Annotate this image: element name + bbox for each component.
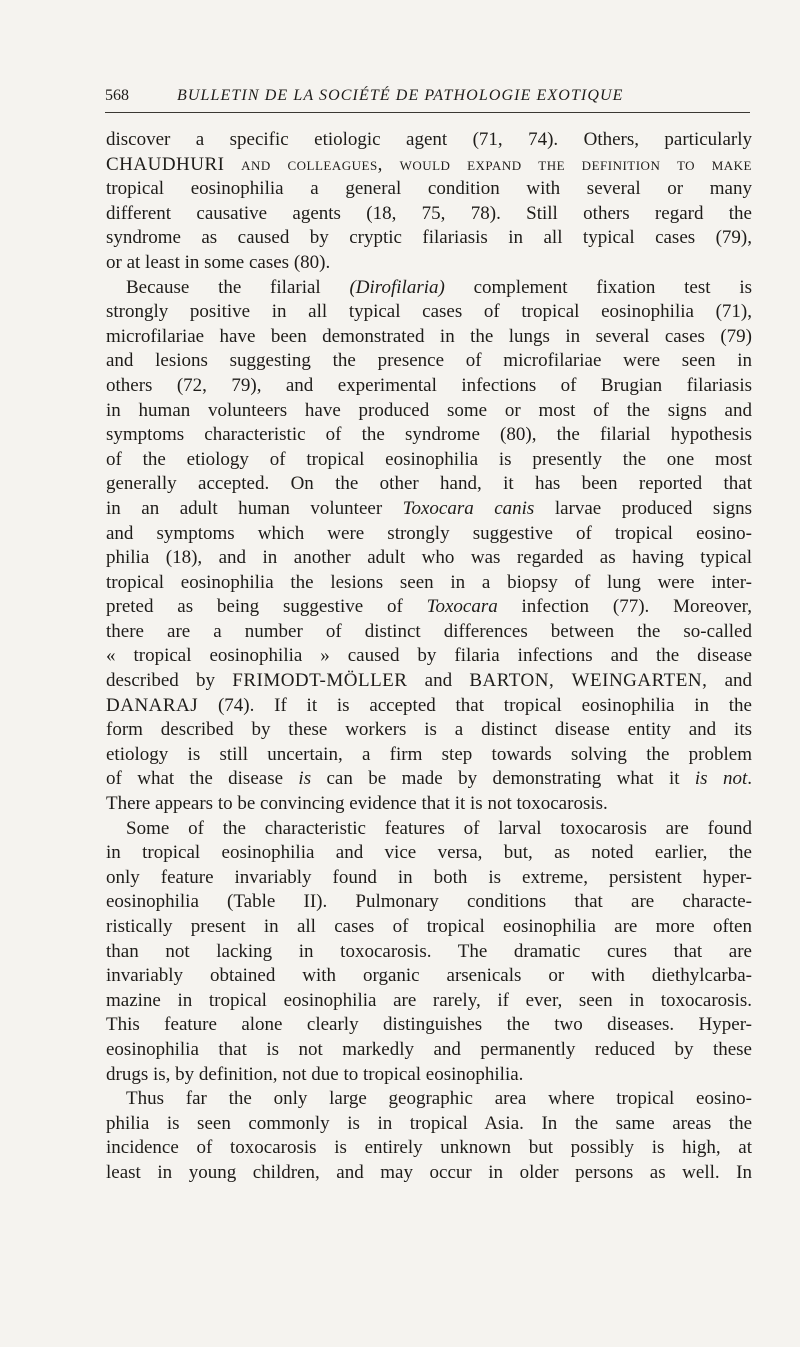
text-line: tropical eosinophilia a general condition with several or many — [106, 178, 752, 200]
text-line: strongly positive in all typical cases of tropical eosinophilia (71), — [106, 301, 752, 323]
text-line: least in young children, and may occur in older persons as well. In — [106, 1161, 752, 1183]
text-line: Thus far the only large geographic area where tropical eosino- — [126, 1088, 752, 1110]
text-line: etiology is still uncertain, a firm step towards solving the problem — [106, 743, 752, 765]
text-line: Some of the characteristic features of larval toxocarosis are found — [126, 817, 752, 839]
text-line: described by FRIMODT-MÖLLER and BARTON, WEINGARTEN, and — [106, 670, 752, 692]
text-line: preted as being suggestive of Toxocara infection (77). Moreover, — [106, 596, 752, 618]
text-line: philia is seen commonly is in tropical Asia. In the same areas the — [106, 1112, 752, 1134]
text-line: generally accepted. On the other hand, it has been reported that — [106, 473, 752, 495]
text-line: incidence of toxocarosis is entirely unknown but possibly is high, at — [106, 1137, 752, 1159]
text-line: or at least in some cases (80). — [106, 251, 331, 273]
text-line: different causative agents (18, 75, 78). Still others regard the — [106, 202, 752, 224]
text-line: syndrome as caused by cryptic filariasis in all typical cases (79), — [106, 227, 752, 249]
text-line: invariably obtained with organic arsenicals or with diethylcarba- — [106, 965, 752, 987]
text-line: microfilariae have been demonstrated in the lungs in several cases (79) — [106, 325, 752, 347]
text-line: eosinophilia (Table II). Pulmonary conditions that are characte- — [106, 891, 752, 913]
text-line: in an adult human volunteer Toxocara canis larvae produced signs — [106, 497, 752, 519]
page-number: 568 — [105, 87, 129, 104]
text-line: mazine in tropical eosinophilia are rarely, if ever, seen in toxocarosis. — [106, 989, 752, 1011]
text-line: and symptoms which were strongly suggestive of tropical eosino- — [106, 522, 752, 544]
text-line: philia (18), and in another adult who was regarded as having typical — [106, 547, 752, 569]
text-line: Because the filarial (Dirofilaria) complement fixation test is — [126, 276, 752, 298]
text-line: ristically present in all cases of tropical eosinophilia are more often — [106, 916, 752, 937]
text-line: in tropical eosinophilia and vice versa, but, as noted earlier, the — [106, 842, 752, 864]
text-line: eosinophilia that is not markedly and permanently reduced by these — [106, 1038, 752, 1060]
text-line: There appears to be convincing evidence that it is not toxocarosis. — [106, 793, 608, 815]
text-line: of the etiology of tropical eosinophilia is presently the one most — [106, 448, 752, 470]
text-line: only feature invariably found in both is extreme, persistent hyper- — [106, 866, 752, 888]
text-line: tropical eosinophilia the lesions seen in a biopsy of lung were inter- — [106, 571, 752, 593]
text-line: « tropical eosinophilia » caused by filaria infections and the disease — [106, 645, 752, 667]
text-line: others (72, 79), and experimental infections of Brugian filariasis — [106, 374, 752, 396]
text-line: drugs is, by definition, not due to tropical eosinophilia. — [106, 1063, 524, 1085]
text-line: discover a specific etiologic agent (71, 74). Others, particularly — [106, 129, 752, 150]
header-rule — [105, 112, 750, 113]
text-line: in human volunteers have produced some or most of the signs and — [106, 399, 752, 421]
article-body — [106, 128, 752, 1186]
text-line: of what the disease is can be made by demonstrating what it is not. — [106, 768, 753, 790]
running-title: BULLETIN DE LA SOCIÉTÉ DE PATHOLOGIE EXOTIQUE — [177, 87, 624, 104]
text-line: form described by these workers is a distinct disease entity and its — [106, 719, 752, 741]
text-line: and lesions suggesting the presence of microfilariae were seen in — [106, 350, 752, 372]
text-line: symptoms characteristic of the syndrome (80), the filarial hypothesis — [106, 424, 752, 446]
text-line: DANARAJ (74). If it is accepted that tropical eosinophilia in the — [106, 694, 752, 716]
text-line: there are a number of distinct differences between the so-called — [106, 620, 752, 642]
text-line: than not lacking in toxocarosis. The dramatic cures that are — [106, 940, 752, 962]
text-line: This feature alone clearly distinguishes the two diseases. Hyper- — [106, 1014, 752, 1036]
text-line: CHAUDHURI and colleagues, would expand the definition to make — [106, 153, 752, 175]
